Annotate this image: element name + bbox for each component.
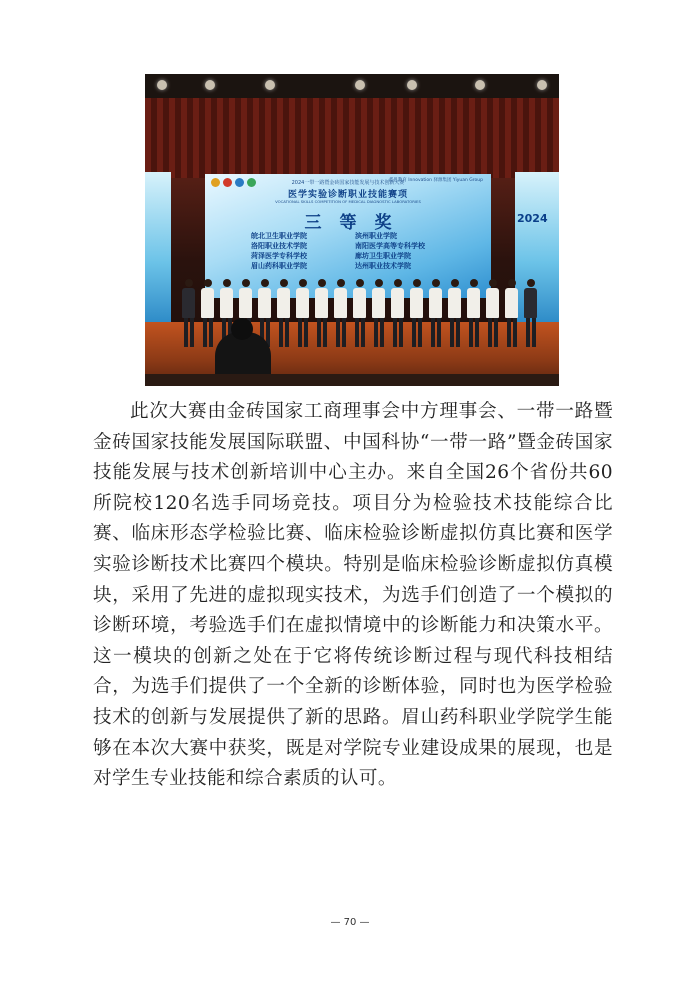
school-name: 皖北卫生职业学院 <box>251 232 307 240</box>
body-paragraph: 此次大赛由金砖国家工商理事会中方理事会、一带一路暨金砖国家技能发展国际联盟、中国科协“一带一路”暨金砖国家技能发展与技术创新培训中心主办。来自全国26个省份共60所院校120名选手同场竞技。项目分为检验技术技能综合比赛、临床形态学检验比赛、临床检验诊断虚拟仿真比赛和医学实验诊断技术比赛四个模块。特别是临床检验诊断虚拟仿真模块，采用了先进的虚拟现实技术，为选手们创造了一个模拟的诊断环境，考验选手们在虚拟情境中的诊断能力和决策水平。这一模块的创新之处在于它将传统诊断过程与现代科技相结合，为选手们提供了一个全新的诊断体验，同时也为医学检验技术的创新与发展提供了新的思路。眉山药科职业学院学生能够在本次大赛中获奖，既是对学院专业建设成果的展现，也是对学生专业技能和综合素质的认可。 <box>93 401 613 790</box>
person <box>428 279 443 351</box>
person <box>466 279 481 351</box>
front-rail <box>145 374 559 386</box>
stage-curtain <box>145 98 559 178</box>
screen-supertitle: 2024一带一路暨金砖国家技能发展与技术创新大赛 <box>291 180 405 186</box>
winning-schools <box>251 232 451 271</box>
person <box>504 279 519 351</box>
left-side-screen <box>145 172 171 322</box>
school-name: 达州职业技术学院 <box>355 262 411 270</box>
school-name: 洛阳职业技术学院 <box>251 242 307 250</box>
school-name: 滨州职业学院 <box>355 232 397 240</box>
person <box>409 279 424 351</box>
side-screen-year: 2024 <box>517 212 548 225</box>
person <box>181 279 196 351</box>
award-ceremony-photo <box>145 74 559 386</box>
screen-english-title: VOCATIONAL SKILLS COMPETITION OF MEDICAL DIAGNOSTIC LABORATORIES <box>275 199 421 204</box>
person <box>485 279 500 351</box>
person <box>314 279 329 351</box>
person <box>352 279 367 351</box>
person <box>295 279 310 351</box>
screen-title: 医学实验诊断职业技能赛项 <box>287 190 408 200</box>
person <box>447 279 462 351</box>
award-level: 三等奖 <box>304 213 410 233</box>
person <box>276 279 291 351</box>
stage-ceiling <box>145 74 559 98</box>
school-name: 眉山药科职业学院 <box>251 262 307 270</box>
person <box>333 279 348 351</box>
person <box>371 279 386 351</box>
sponsor-brand: 鑫思教育 Innovation 驿源集团 Yiyuan Group <box>388 178 483 183</box>
school-name: 南阳医学高等专科学校 <box>355 242 425 250</box>
school-name: 菏泽医学专科学校 <box>251 252 307 260</box>
person <box>523 279 538 351</box>
school-name: 廊坊卫生职业学院 <box>355 252 411 260</box>
person <box>200 279 215 351</box>
person <box>390 279 405 351</box>
page-number: — 70 — <box>330 917 370 928</box>
